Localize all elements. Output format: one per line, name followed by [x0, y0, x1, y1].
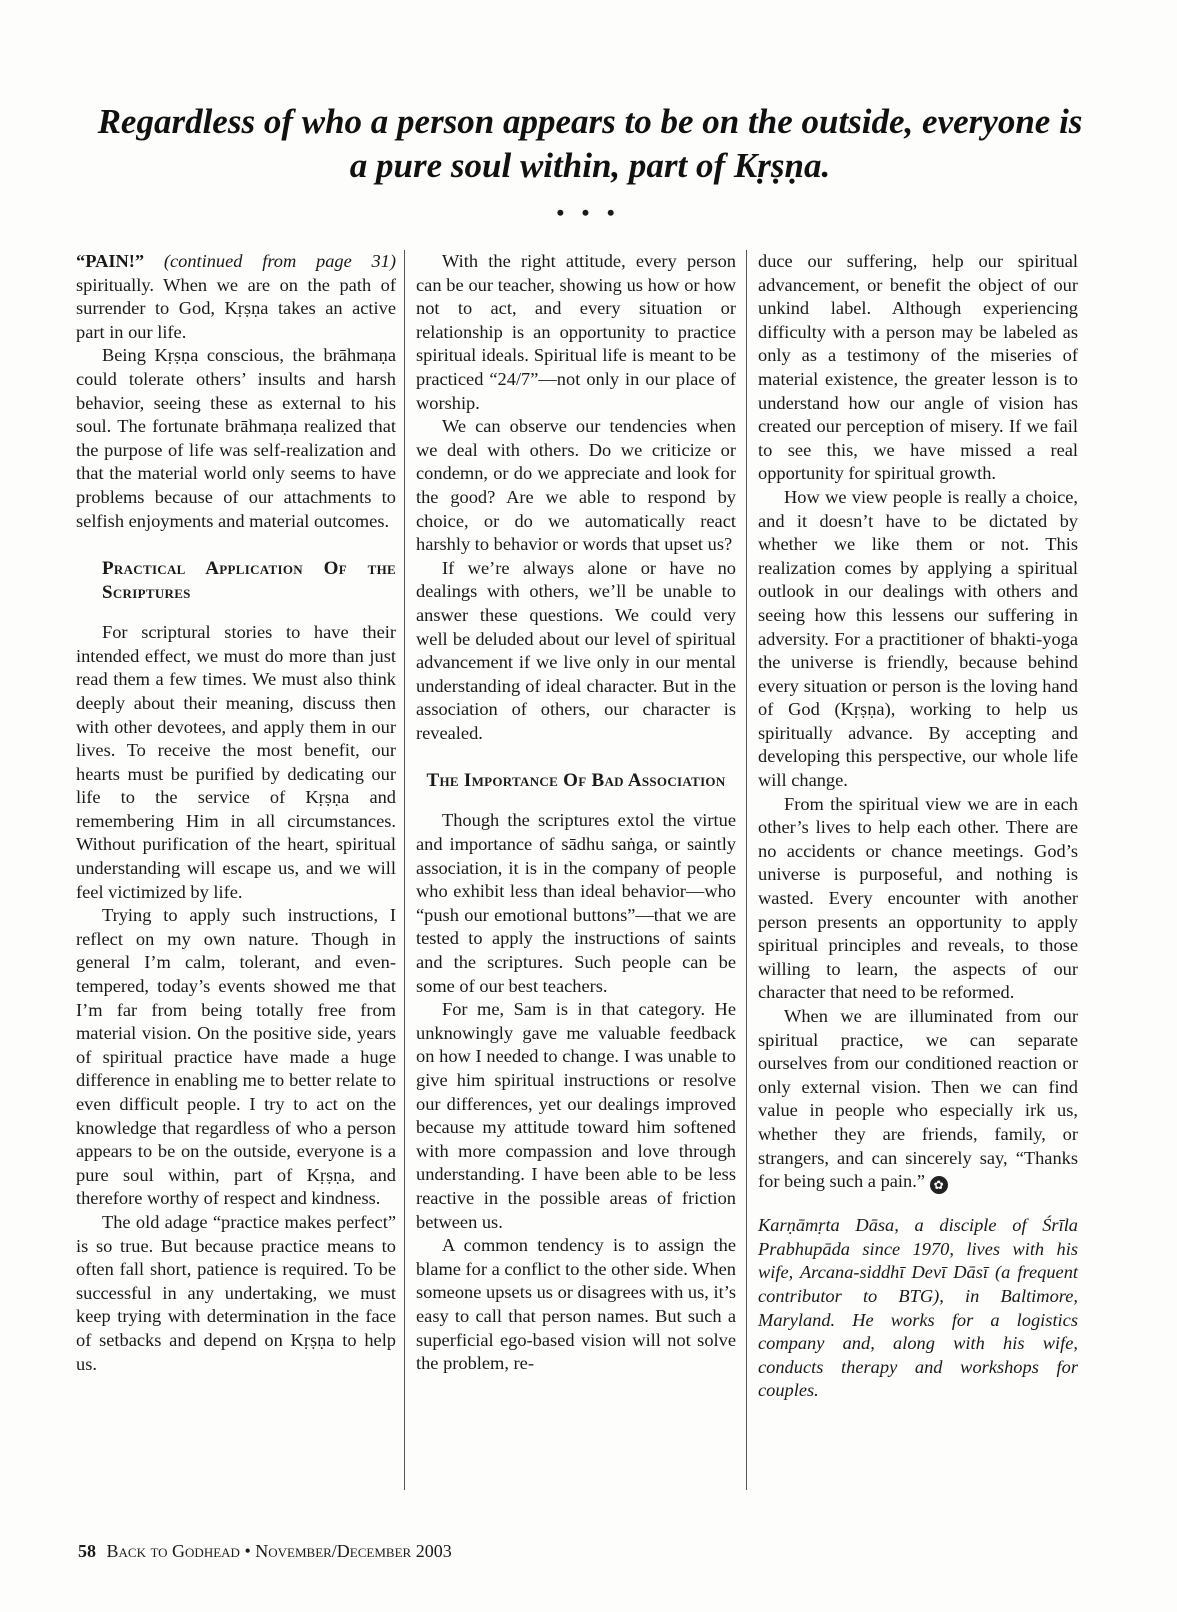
paragraph: Though the scriptures extol the virtue and importance of sādhu saṅga, or saintly association, it is in the company of people who exhibit less than ideal behavior—who “push our emotional buttons”—that we are tested to apply the instructions of saints and the scriptures. Such people can be some of our best teachers. [416, 810, 736, 996]
paragraph: For me, Sam is in that category. He unknowingly gave me valuable feedback on how I needed to change. I was unable to give him spiritual instructions or resolve our differences, yet our dealings improved because my attitude toward him softened with more compassion and love through understanding. I have been able to be less reactive in the possible areas of friction between us. [416, 999, 736, 1232]
section-heading: Practical Application Of the Scriptures [102, 558, 396, 604]
separator-dots: • • • [556, 200, 621, 225]
paragraph: How we view people is really a choice, and it doesn’t have to be dictated by whether we like them or not. This realization comes by applying a spiritual outlook in our dealings with others and seeing how this lessens our suffering in adversity. For a practitioner of bhakti-yoga the universe is friendly, because behind every situation or person is the loving hand of God (Kṛṣṇa), working to help us spiritually advance. By accepting and developing this perspective, our whole life will change. [758, 486, 1078, 791]
article-column-2 [416, 250, 736, 1376]
paragraph: duce our suffering, help our spiritual advancement, or benefit the object of our unkind label. Although experiencing difficulty with a person may be labeled as only as a testimony of the miseries of material existence, the greater lesson is to understand how our angle of vision has created our perception of misery. If we fail to see this, we have missed a real opportunity for spiritual growth. [758, 251, 1078, 484]
end-mark-icon: ✿ [930, 1176, 948, 1194]
footer-bullet: • [244, 1541, 251, 1561]
paragraph: From the spiritual view we are in each other’s lives to help each other. There are no accidents or chance meetings. God’s universe is purposeful, and nothing is wasted. Every encounter with another person presents an opportunity to apply spiritual principles and reveals, to those willing to learn, the aspects of our character that need to be reformed. [758, 793, 1078, 1003]
page-footer [78, 1541, 452, 1562]
paragraph-text: spiritually. When we are on the path of surrender to God, Kṛṣṇa takes an active part in our life. [76, 274, 396, 342]
issue-date: November/December 2003 [255, 1541, 452, 1561]
paragraph: With the right attitude, every person can be our teacher, showing us how or how not to act, and every situation or relationship is an opportunity to practice spiritual ideals. Spiritual life is meant to be practiced “24/7”—not only in our place of worship. [416, 251, 736, 413]
paragraph [76, 250, 396, 344]
page-number: 58 [78, 1541, 96, 1561]
continued-note: (continued from page 31) [163, 251, 396, 271]
column-divider [746, 250, 747, 1490]
pull-quote: Regardless of who a person appears to be on the outside, everyone is a pure soul within, part of Kṛṣṇa. [97, 102, 1083, 185]
magazine-name: Back to Godhead [106, 1541, 240, 1561]
paragraph: The old adage “practice makes perfect” is so true. But because practice means to often fall short, patience is required. To be successful in any undertaking, we must keep trying with determination in the face of setbacks and depend on Kṛṣṇa to help us. [76, 1211, 396, 1374]
paragraph: If we’re always alone or have no dealings with others, we’ll be unable to answer these questions. We could very well be deluded about our level of spiritual advancement if we live only in our mental understanding of ideal character. But in the association of others, our character is revealed. [416, 557, 736, 743]
paragraph: Being Kṛṣṇa conscious, the brāhmaṇa could tolerate others’ insults and harsh behavior, seeing these as external to his soul. The fortunate brāhmaṇa realized that the purpose of life was self-realization and that the material world only seems to have problems because of our attachments to selfish enjoyments and material outcomes. [76, 345, 396, 531]
paragraph-text: When we are illuminated from our spiritual practice, we can separate ourselves from our conditioned reaction or only external vision. Then we can find value in people who especially irk us, whether they are friends, family, or strangers, and can sincerely say, “Thanks for being such a pain.” [758, 1006, 1078, 1192]
paragraph: A common tendency is to assign the blame for a conflict to the other side. When someone upsets us or disagrees with us, it’s easy to call that person names. But such a superficial ego-based vision will not solve the problem, re- [416, 1235, 736, 1374]
continued-title: “PAIN!” [76, 251, 145, 271]
section-heading: The Importance Of Bad Association [426, 770, 726, 792]
paragraph: Trying to apply such instructions, I reflect on my own nature. Though in general I’m calm, tolerant, and even-tempered, today’s events showed me that I’m far from being totally free from material vision. On the positive side, years of spiritual practice have made a huge difference in enabling me to better relate to even difficult people. I try to act on the knowledge that regardless of who a person appears to be on the outside, everyone is a pure soul within, part of Kṛṣṇa, and therefore worthy of respect and kindness. [76, 905, 396, 1209]
paragraph: We can observe our tendencies when we deal with others. Do we criticize or condemn, or do we appreciate and look for the good? Are we able to respond by choice, or do we automatically react harshly to behavior or words that upset us? [416, 416, 736, 555]
article-column-1 [76, 250, 396, 1376]
author-bio: Karṇāmṛta Dāsa, a disciple of Śrīla Prabhupāda since 1970, lives with his wife, Arcana-siddhī Devī Dāsī (a frequent contributor to BTG), in Baltimore, Maryland. He works for a logistics company and, along with his wife, conducts therapy and workshops for couples. [758, 1215, 1078, 1401]
article-column-3 [758, 250, 1078, 1403]
paragraph: For scriptural stories to have their intended effect, we must do more than just read them a few times. We must also think deeply about their meaning, discuss then with other devotees, and apply them in our lives. To receive the most benefit, our hearts must be purified by dedicating our life to the service of Kṛṣṇa and remembering Him in all circumstances. Without purification of the heart, spiritual understanding will escape us, and we will feel victimized by life. [76, 622, 396, 902]
paragraph [758, 1005, 1078, 1194]
column-divider [404, 250, 405, 1490]
